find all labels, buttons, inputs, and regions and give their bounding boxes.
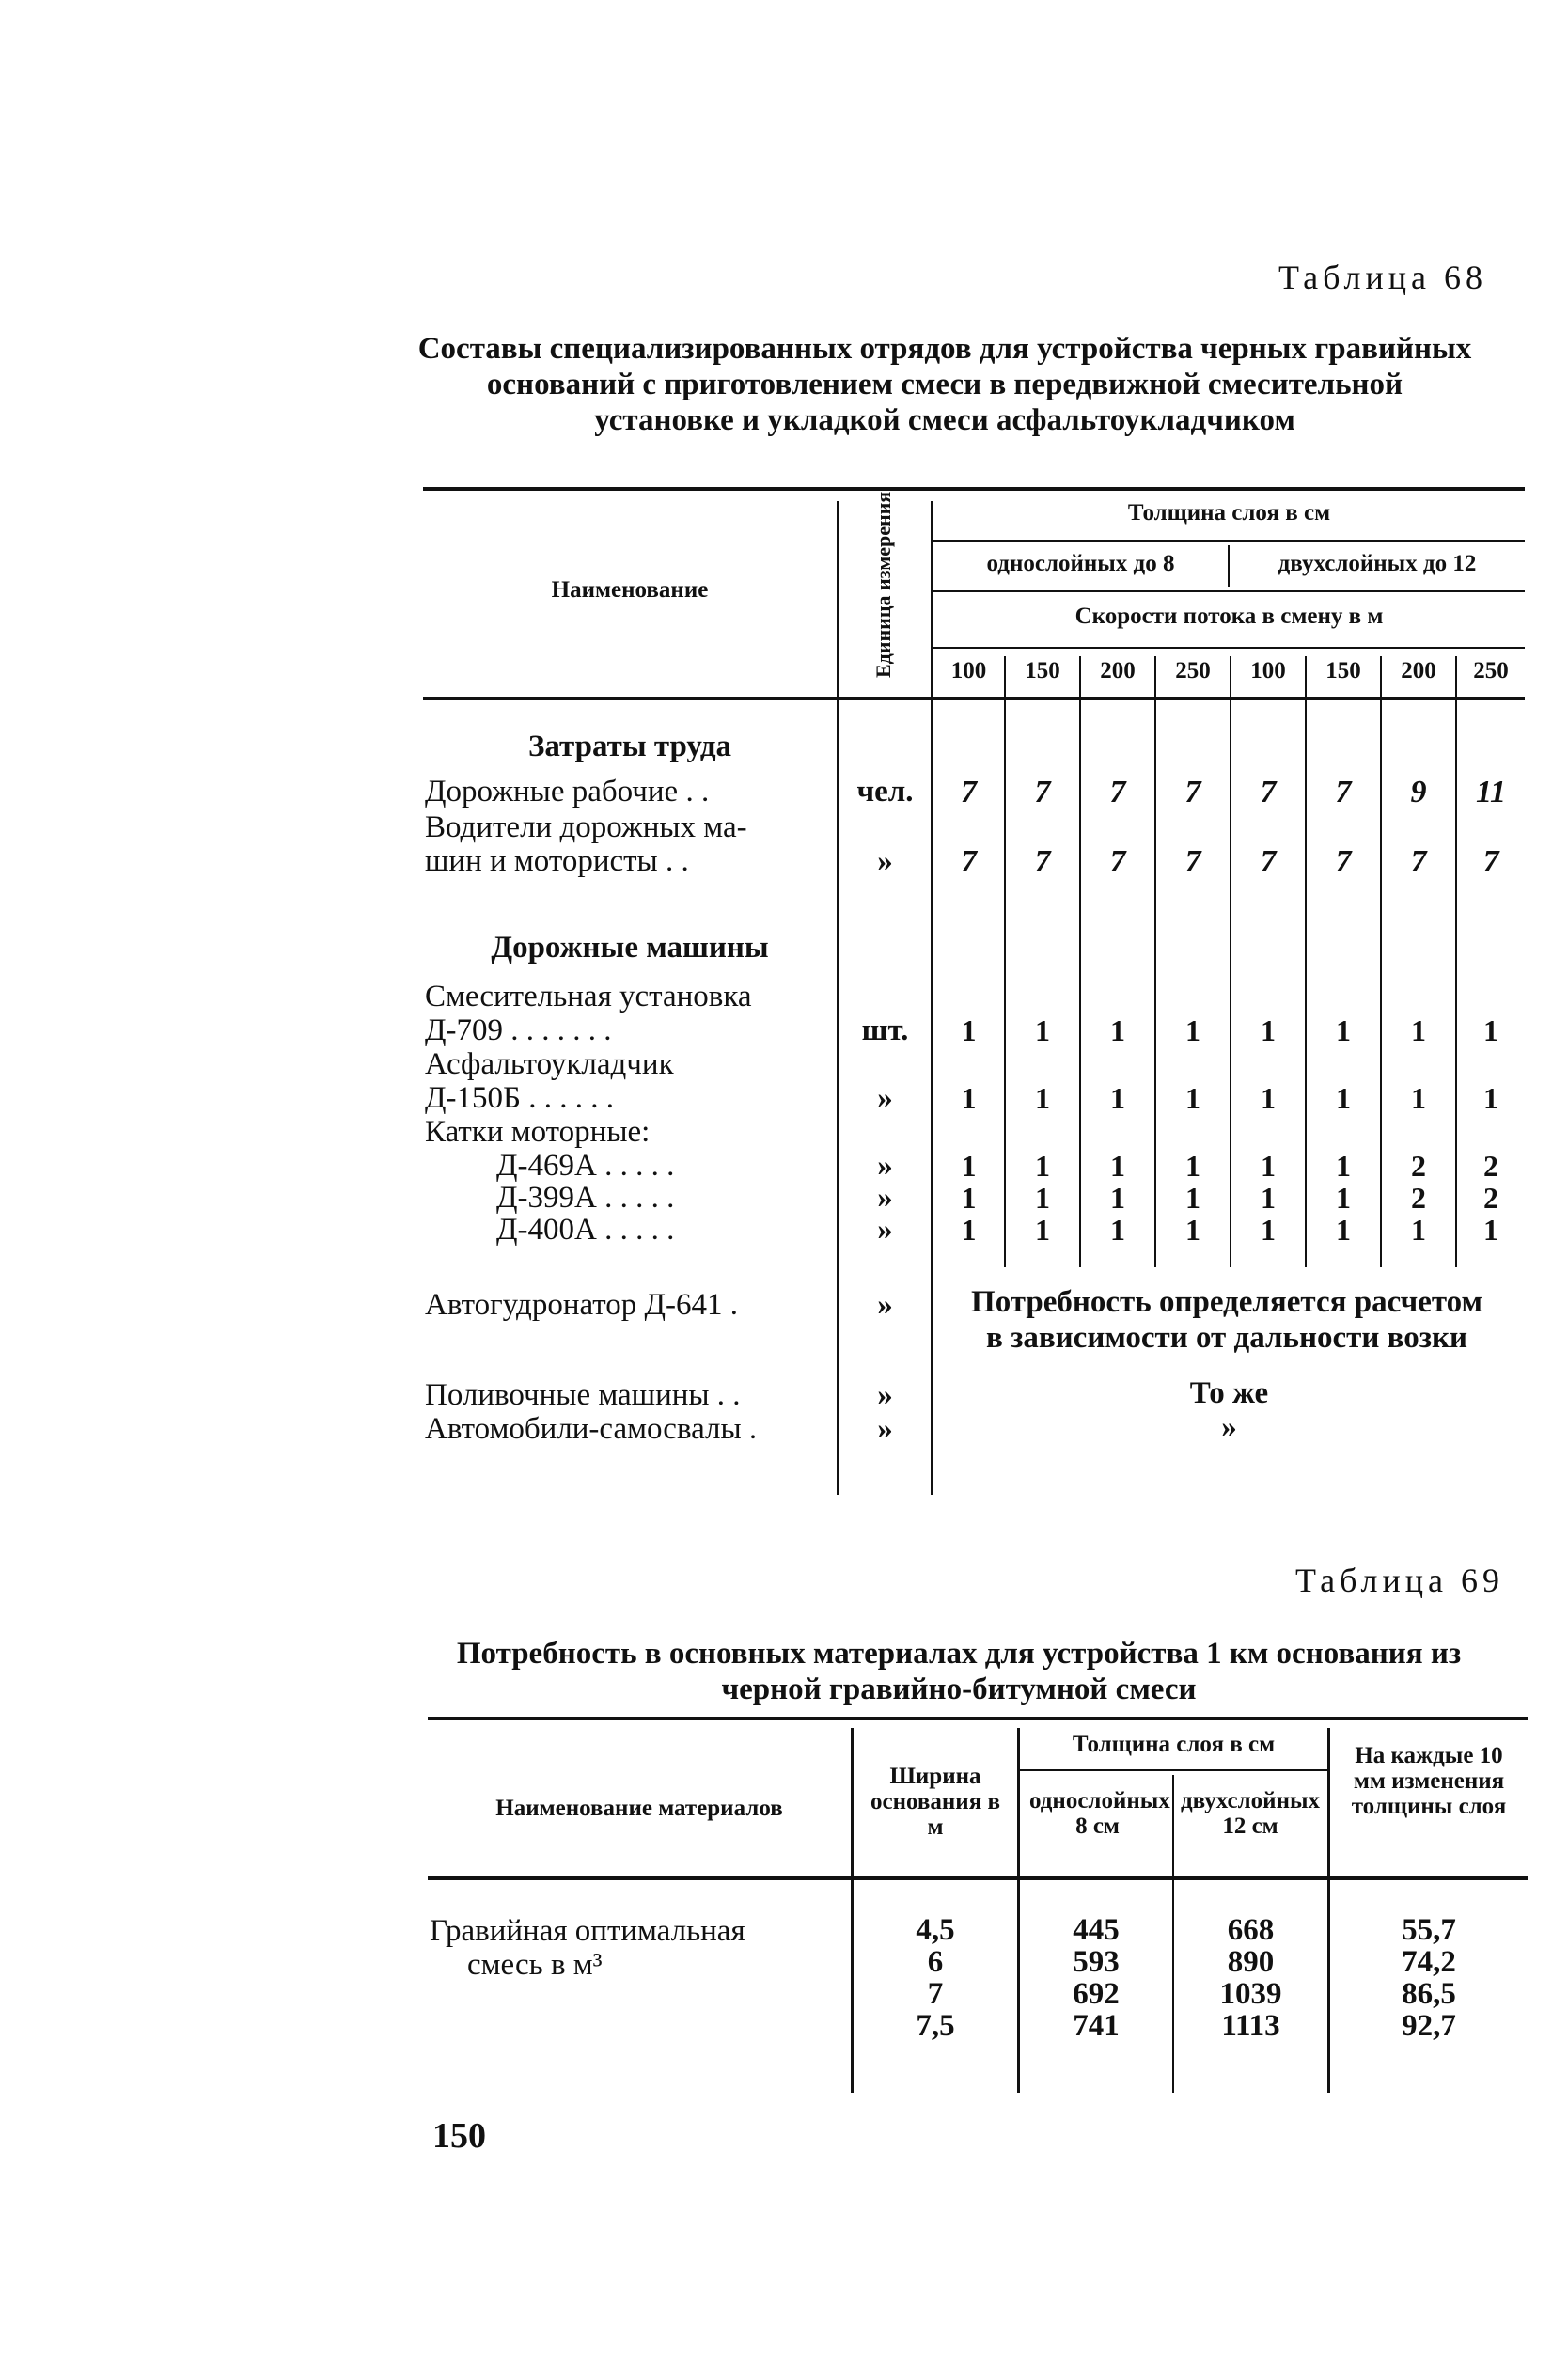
speed-200: 200 [1100,658,1136,683]
cell: 7 [1034,844,1051,879]
row-name: Автогудронатор Д-641 . [425,1288,739,1322]
cell: 7 [1109,775,1126,809]
row-name: Д-150Б . . . . . . [425,1081,614,1115]
header-single: однослойных 8 см [1029,1788,1170,1839]
cell: 1 [1035,1181,1050,1215]
cell: 1 [1110,1213,1125,1247]
table-68 [423,487,1525,1495]
row-unit: » [877,1081,893,1115]
cell: 1 [1035,1081,1050,1115]
table-rule [423,697,1525,700]
row-name: Асфальтоукладчик [425,1047,674,1081]
row-name: Д-400А . . . . . [496,1213,675,1247]
cell: 1 [1185,1149,1200,1183]
cell: 2 [1483,1181,1498,1215]
speed-250: 250 [1175,658,1211,683]
cell: 1113 [1221,2009,1280,2043]
cell: 1 [961,1149,977,1183]
header-thickness: Толщина слоя в см [1072,1732,1276,1757]
row-name: смесь в м³ [467,1948,603,1982]
cell: 1 [1261,1181,1276,1215]
cell: 1 [1261,1213,1276,1247]
cell: 1 [961,1013,977,1047]
speed-200: 200 [1401,658,1436,683]
header-single: однослойных до 8 [986,551,1175,576]
cell: 1 [1261,1081,1276,1115]
cell: 1 [1035,1013,1050,1047]
table-rule [428,1876,1528,1880]
cell: 741 [1073,2009,1120,2043]
table-rule [1017,1769,1327,1771]
speed-100: 100 [950,658,987,683]
cell: 7 [1335,775,1352,809]
cell: 1 [961,1213,977,1247]
cell: 593 [1073,1945,1120,1979]
row-unit: » [877,1378,893,1412]
table-68-caption: Составы специализированных отрядов для устройства черных гравийных оснований с приготовлением смеси в передвижной смесительной установке и укладкой смеси асфальтоукладчиком [417,332,1472,437]
cell: 1 [1261,1149,1276,1183]
cell: 1 [1261,1013,1276,1047]
cell: 7 [1482,844,1499,879]
cell: 7 [1410,844,1427,879]
cell: 4,5 [916,1913,955,1947]
cell: 1 [1336,1213,1351,1247]
cell: 7 [1109,844,1126,879]
cell: 1 [1483,1081,1498,1115]
row-name: Д-709 . . . . . . . [425,1013,612,1047]
cell: 7 [1260,844,1277,879]
cell: 1 [1483,1013,1498,1047]
cell: 7 [1184,844,1201,879]
row-unit: » [877,1412,893,1446]
header-width: Ширина основания в м [870,1764,1000,1840]
speed-100: 100 [1250,658,1286,683]
table-rule [931,501,933,1495]
cell: 1 [961,1081,977,1115]
table-rule [931,590,1525,592]
row-unit: чел. [856,775,914,809]
row-unit: » [877,1288,893,1322]
cell: 1 [1411,1081,1426,1115]
header-double: двухслойных до 12 [1278,551,1477,576]
cell: 7 [1260,775,1277,809]
cell: 6 [927,1945,944,1979]
page-number: 150 [432,2116,486,2156]
row-unit: » [877,844,893,878]
row-name: Гравийная оптимальная [430,1914,745,1948]
cell: 890 [1227,1945,1275,1979]
cell: 7 [961,775,977,809]
cell: 1 [1411,1213,1426,1247]
cell: 1 [961,1181,977,1215]
cell: 1 [1035,1213,1050,1247]
cell: 1 [1185,1213,1200,1247]
cell: 445 [1073,1913,1120,1947]
section-labor: Затраты труда [527,730,732,763]
header-thickness: Толщина слоя в см [1127,500,1331,526]
cell: 1 [1185,1013,1200,1047]
cell: 2 [1411,1149,1426,1183]
cell: 1 [1110,1013,1125,1047]
cell: 74,2 [1402,1945,1456,1979]
header-double: двухслойных 12 см [1180,1788,1321,1839]
table-rule [931,647,1525,649]
cell: 1 [1483,1213,1498,1247]
table-rule [428,1717,1528,1720]
row-unit: » [877,1149,893,1183]
cell: 9 [1410,775,1427,809]
cell: 7 [961,844,977,879]
row-name: Д-399А . . . . . [496,1181,675,1215]
header-unit: Единица измерения [871,491,895,678]
table-69 [428,1717,1528,2093]
cell: 92,7 [1402,2009,1456,2043]
section-machines: Дорожные машины [491,931,769,965]
cell: 1 [1110,1081,1125,1115]
cell: 11 [1475,775,1507,809]
row-name: шин и мотористы . . [425,844,689,878]
cell: 7 [1335,844,1352,879]
cell: 1 [1110,1181,1125,1215]
table-rule [931,540,1525,542]
table-69-label: Таблица 69 [1295,1562,1504,1599]
cell: 668 [1227,1913,1275,1947]
row-note: Потребность определяется расчетом в зависимости от дальности возки [971,1285,1482,1355]
row-name: Автомобили-самосвалы . [425,1412,758,1446]
cell: 1039 [1219,1977,1282,2011]
header-per10: На каждые 10 мм изменения толщины слоя [1351,1743,1507,1819]
row-name: Смесительная установка [425,980,752,1013]
cell: 7 [927,1977,944,2011]
cell: 1 [1185,1181,1200,1215]
speed-150: 150 [1025,658,1060,683]
speed-150: 150 [1325,658,1361,683]
row-unit: шт. [861,1013,909,1047]
header-speed: Скорости потока в смену в м [1074,604,1384,629]
row-note: То же [1189,1376,1269,1410]
row-note: » [1221,1410,1237,1444]
cell: 7,5 [916,2009,955,2043]
row-unit: » [877,1181,893,1215]
cell: 1 [1336,1013,1351,1047]
speed-250: 250 [1473,658,1509,683]
cell: 1 [1336,1149,1351,1183]
row-name: Катки моторные: [425,1115,651,1149]
cell: 2 [1411,1181,1426,1215]
table-69-caption: Потребность в основных материалах для устройства 1 км основания из черной гравийно-битумной смеси [456,1637,1462,1706]
cell: 1 [1411,1013,1426,1047]
row-name: Поливочные машины . . [425,1378,741,1412]
cell: 1 [1035,1149,1050,1183]
cell: 1 [1110,1149,1125,1183]
header-material: Наименование материалов [495,1796,783,1821]
cell: 7 [1034,775,1051,809]
row-name: Водители дорожных ма- [425,810,747,844]
row-name: Д-469А . . . . . [496,1149,675,1183]
cell: 1 [1185,1081,1200,1115]
cell: 692 [1073,1977,1120,2011]
row-unit: » [877,1213,893,1247]
header-name: Наименование [551,577,709,603]
cell: 2 [1483,1149,1498,1183]
cell: 86,5 [1402,1977,1456,2011]
table-rule [837,501,839,1495]
cell: 7 [1184,775,1201,809]
cell: 55,7 [1402,1913,1456,1947]
table-rule [423,487,1525,491]
cell: 1 [1336,1081,1351,1115]
table-68-label: Таблица 68 [1278,259,1487,296]
cell: 1 [1336,1181,1351,1215]
row-name: Дорожные рабочие . . [425,775,710,809]
